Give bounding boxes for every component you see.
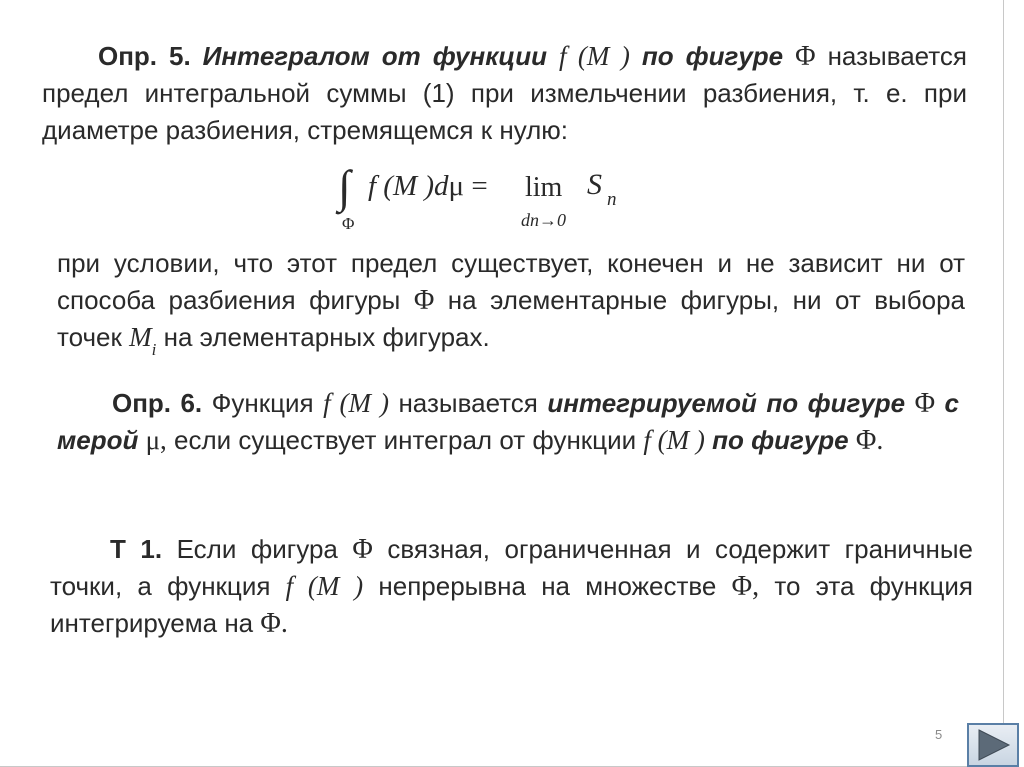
- t1-function: f (M ): [285, 571, 364, 601]
- integral-domain: Φ: [342, 214, 355, 233]
- mu-symbol: μ: [448, 170, 465, 202]
- def6-mu: μ,: [145, 425, 167, 455]
- sum-subscript: n: [607, 189, 617, 210]
- def5-label: Опр. 5.: [98, 41, 191, 71]
- def6-phi: Φ: [914, 388, 936, 419]
- condition-phi: Φ: [413, 285, 435, 316]
- equals-sign: =: [471, 170, 488, 202]
- definition-6: [57, 385, 959, 459]
- integral-formula: [338, 161, 628, 244]
- t1-part4: то эта функция интегрируема на: [50, 571, 973, 638]
- def6-function-2: f (M ): [643, 425, 705, 455]
- t1-part3: непрерывна на множестве: [378, 571, 717, 601]
- def6-function: f (M ): [323, 388, 389, 418]
- condition-paragraph: [57, 245, 965, 368]
- def6-rest: если существует интеграл от функции: [174, 425, 637, 455]
- def6-term: интегрируемой по фигуре: [547, 388, 906, 418]
- t1-phi-2: Φ,: [731, 571, 760, 602]
- theorem-1: [50, 531, 973, 642]
- lim-subscript: dn→0: [521, 210, 566, 230]
- t1-part1: Если фигура: [176, 534, 338, 564]
- t1-part2: связная, ограниченная и содержит граничные точки, а функция: [50, 534, 973, 601]
- point-M: [129, 322, 157, 359]
- integrand: [368, 170, 488, 203]
- def6-figure: фигуре: [751, 425, 849, 455]
- integral-sign: ∫: [338, 161, 351, 212]
- point-M-index: i: [151, 340, 157, 359]
- def6-with-measure: с мерой: [57, 388, 959, 455]
- page-number: 5: [935, 727, 943, 742]
- next-slide-button[interactable]: [967, 723, 1019, 767]
- point-M-letter: M: [129, 322, 152, 352]
- condition-part2: на элементарные фигуры, ни от выбора точек: [57, 285, 965, 352]
- def6-label: Опр. 6.: [112, 388, 203, 418]
- def5-term: Интегралом от функции: [202, 41, 547, 71]
- lim-operator: lim: [525, 172, 563, 203]
- sum-symbol: S: [587, 168, 602, 201]
- def5-function: f (M ): [558, 41, 630, 71]
- play-triangle-icon: [969, 725, 1017, 765]
- t1-phi: Φ: [352, 534, 373, 565]
- condition-part1: при условии, что этот предел существует, конечен и не зависит ни от способа разбиения фигуры: [57, 248, 965, 315]
- def6-called: называется: [398, 388, 538, 418]
- def5-rest: называется предел интегральной суммы (1) при измельчении разбиения, т. е. при диаметре разбиения, стремящемся к нулю:: [42, 41, 967, 145]
- t1-phi-3: Φ.: [260, 608, 288, 639]
- integrand-text: f (M )d: [368, 170, 449, 202]
- def6-word: Функция: [211, 388, 314, 418]
- def5-mid: по фигуре: [641, 41, 784, 71]
- def5-phi: Φ: [795, 41, 816, 72]
- definition-5: [42, 38, 967, 149]
- condition-part3: на элементарных фигурах.: [163, 322, 490, 352]
- def6-phi-2: Φ.: [855, 425, 884, 456]
- def6-po: по: [712, 425, 744, 455]
- t1-label: Т 1.: [110, 534, 163, 564]
